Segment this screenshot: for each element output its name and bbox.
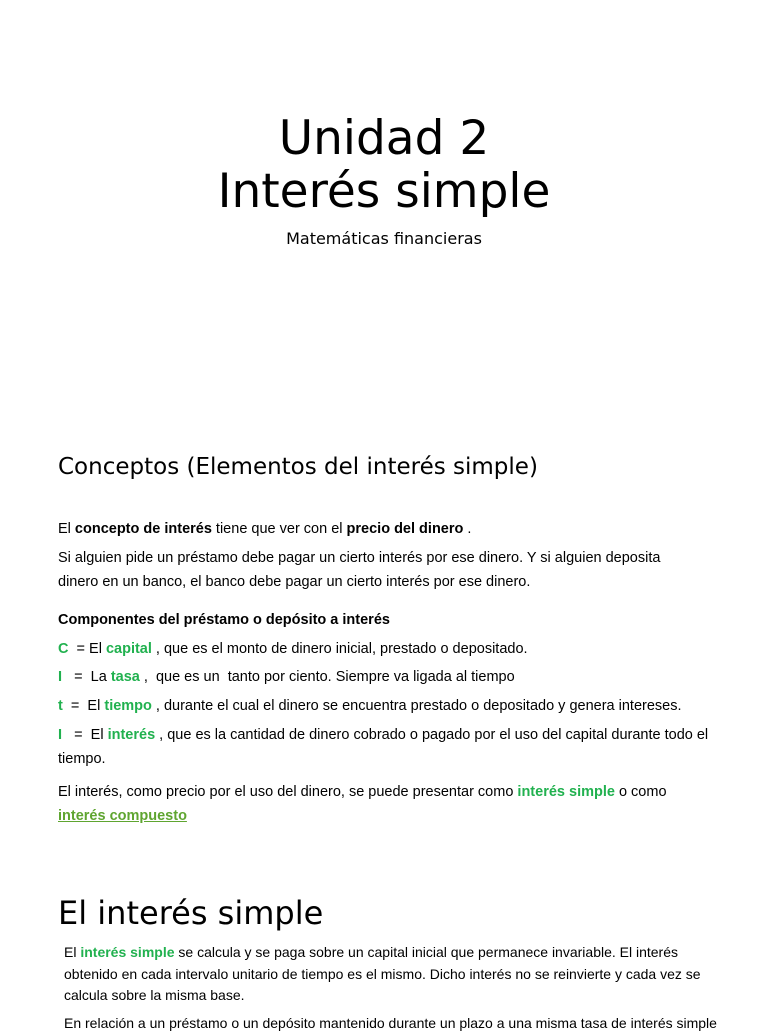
key-term: tiempo [104,698,152,714]
text: = El [62,698,105,714]
slide-title [0,112,768,218]
component-item-interest [58,723,708,771]
bold-text: concepto de interés [74,521,212,537]
compound-interest-link[interactable]: interés compuesto [58,808,187,824]
text: = El [62,727,108,743]
simple-interest-paragraph [64,942,701,1007]
bold-text: precio del dinero [346,521,464,537]
slide-subtitle: Matemáticas financieras [286,229,482,248]
loan-paragraph [58,546,660,594]
component-item-rate [58,665,515,689]
symbol: C [58,641,69,657]
paragraph-line: obtenido en cada intervalo unitario de tiempo es el mismo. Dicho interés no se reinvierte y cada vez se [64,965,701,982]
key-term: tasa [110,669,140,685]
text: , durante el cual el dinero se encuentra prestado o depositado y genera intereses. [151,698,682,714]
text: = El [68,641,106,657]
concepts-heading: Conceptos (Elementos del interés simple) [58,454,538,480]
text: se calcula y se paga sobre un capital inicial que permanece invariable. El interés [174,944,679,960]
text: , que es la cantidad de dinero cobrado o pagado por el uso del capital durante todo el [155,727,709,743]
text: = La [62,669,111,685]
paragraph-line: Si alguien pide un préstamo debe pagar un cierto interés por ese dinero. Y si alguien deposita [58,550,661,566]
key-term: interés simple [517,784,615,800]
text: El interés, como precio por el uso del dinero, se puede presentar como [58,784,518,800]
title-line-2: Interés simple [217,164,551,219]
interest-types-paragraph [58,780,667,828]
simple-interest-heading: El interés simple [58,894,324,932]
text: o como [614,784,667,800]
text: . [463,521,472,537]
component-item-capital [58,637,528,661]
paragraph-line: tiempo. [58,751,106,767]
key-term: interés simple [80,944,175,960]
text: El [64,944,81,960]
text: tiene que ver con el [211,521,347,537]
component-item-time [58,694,682,718]
key-term: capital [105,641,152,657]
text: El [58,521,75,537]
text: , que es un tanto por ciento. Siempre va ligada al tiempo [139,669,515,685]
loan-deposit-paragraph: En relación a un préstamo o un depósito mantenido durante un plazo a una misma tasa de interés simple [64,1015,717,1031]
components-heading: Componentes del préstamo o depósito a interés [58,612,390,628]
text: , que es el monto de dinero inicial, prestado o depositado. [151,641,528,657]
key-term: interés [107,727,156,743]
paragraph-line: dinero en un banco, el banco debe pagar un cierto interés por ese dinero. [58,574,531,590]
symbol: I [58,669,63,685]
concept-paragraph [58,517,471,541]
paragraph-line: calcula sobre la misma base. [64,987,245,1003]
title-line-1: Unidad 2 [278,111,490,166]
symbol: I [58,727,63,743]
symbol: t [58,698,63,714]
